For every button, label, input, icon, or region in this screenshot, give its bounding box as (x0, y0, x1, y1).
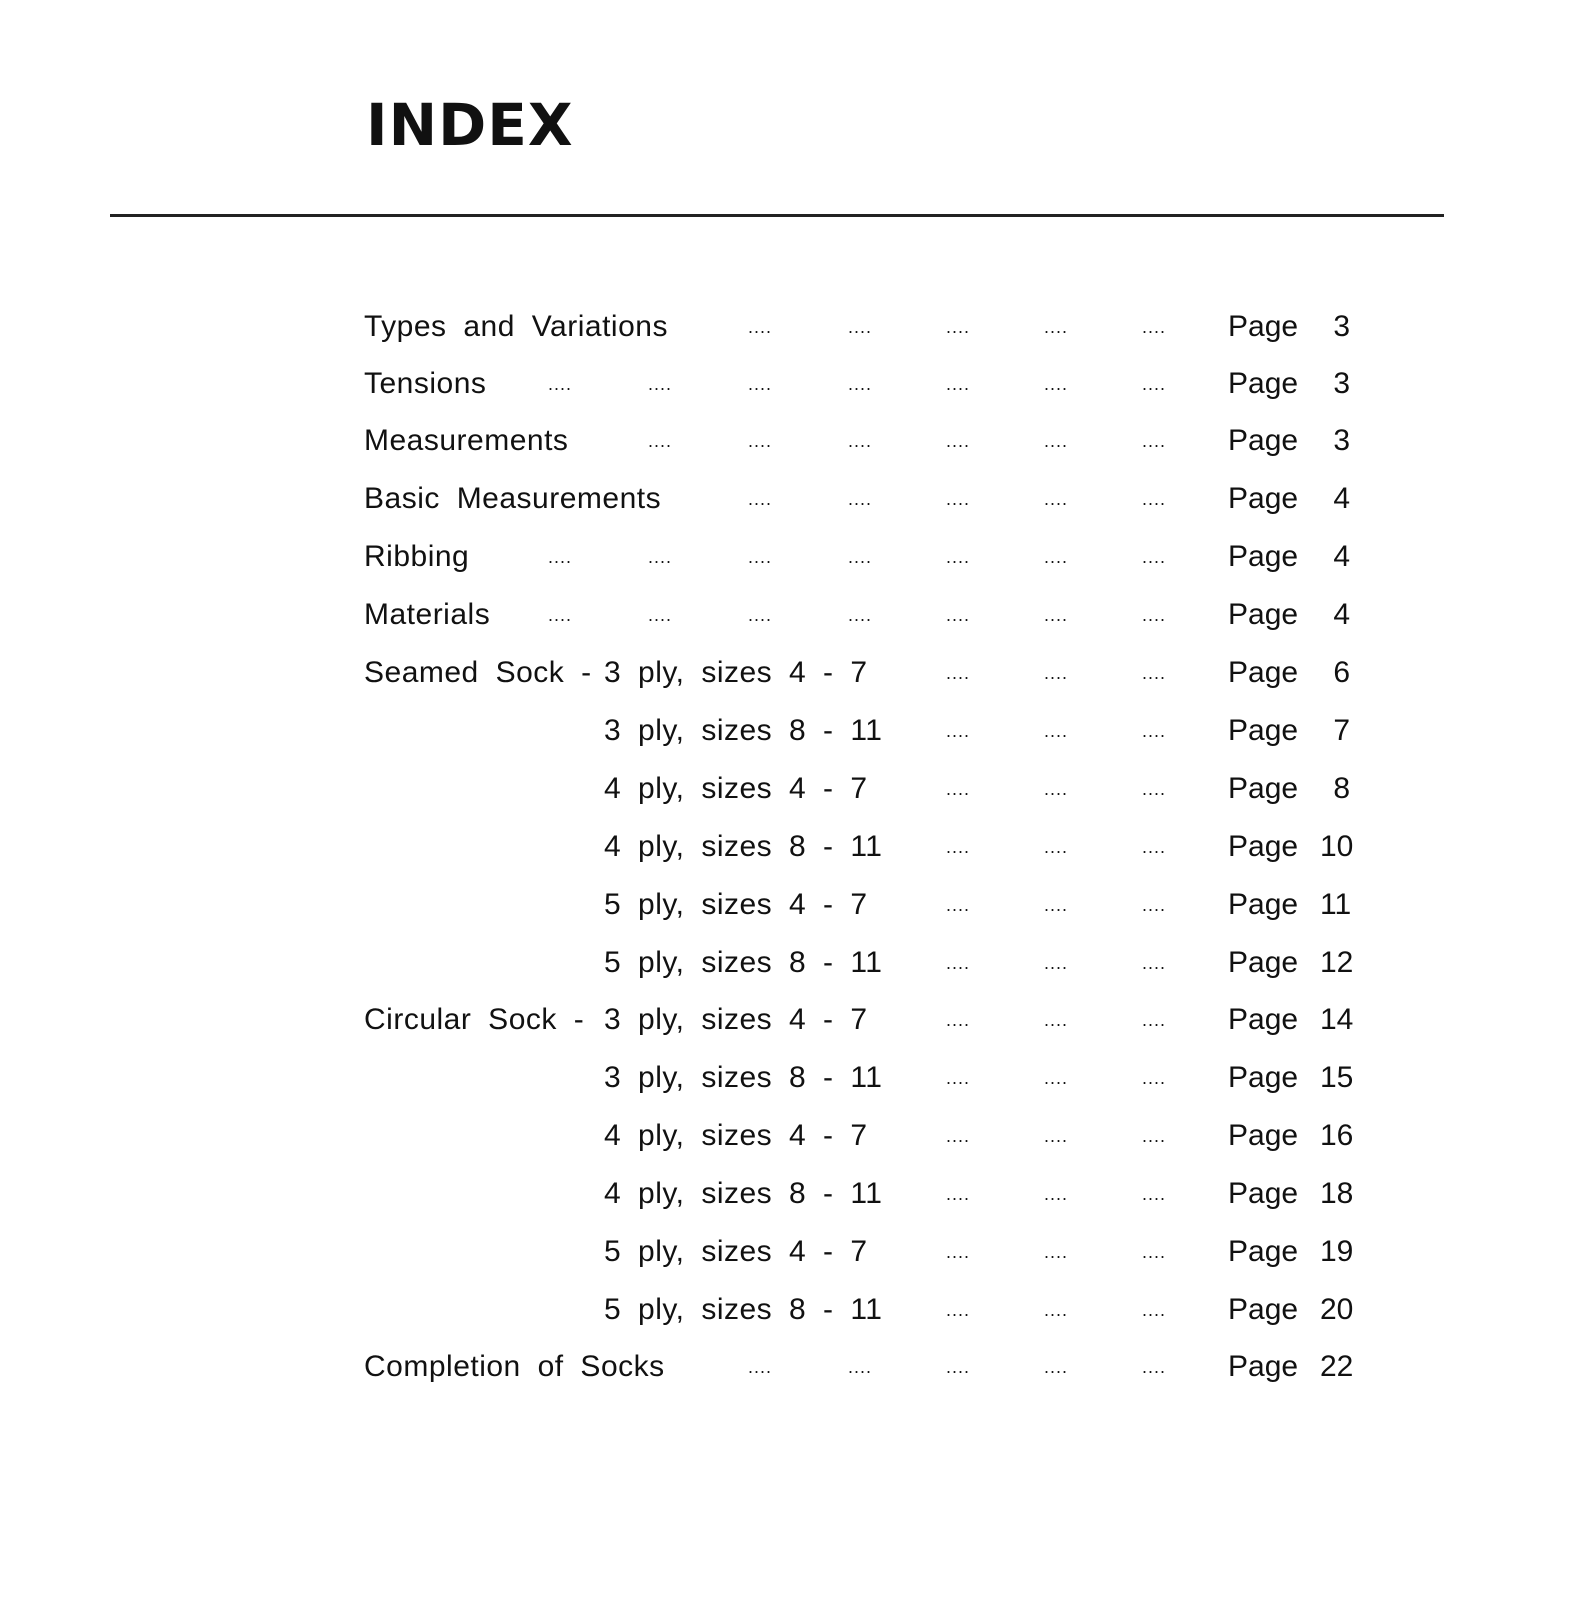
index-entry (0, 880, 1588, 930)
dot-leader: .... (748, 547, 773, 567)
dot-leader: .... (946, 374, 971, 394)
entry-title: Basic Measurements (364, 482, 662, 515)
entry-title: Circular Sock - (364, 1003, 585, 1036)
page-number: 6 (1333, 656, 1350, 689)
dot-leader: .... (648, 431, 673, 451)
dot-leader: .... (1044, 547, 1069, 567)
dot-leader: .... (1142, 1010, 1167, 1030)
dot-leader: .... (1044, 1242, 1069, 1262)
page-number: 19 (1320, 1235, 1354, 1268)
page-label: Page (1228, 598, 1299, 631)
dot-leader: .... (848, 1357, 873, 1377)
dot-leader: .... (1142, 547, 1167, 567)
dot-leader: .... (748, 1357, 773, 1377)
page-label: Page (1228, 482, 1299, 515)
index-entry (0, 995, 1588, 1045)
dot-leader: .... (848, 374, 873, 394)
page-label: Page (1228, 424, 1299, 457)
entry-subtitle: 3 ply, sizes 8 - 11 (604, 714, 883, 747)
dot-leader: .... (1044, 1300, 1069, 1320)
dot-leader: .... (1142, 1300, 1167, 1320)
index-entry (0, 532, 1588, 582)
dot-leader: .... (1142, 779, 1167, 799)
index-entry (0, 938, 1588, 988)
dot-leader: .... (848, 489, 873, 509)
entry-title: Seamed Sock - (364, 656, 592, 689)
entry-subtitle: 3 ply, sizes 8 - 11 (604, 1061, 883, 1094)
index-entry (0, 822, 1588, 872)
dot-leader: .... (748, 489, 773, 509)
entry-subtitle: 4 ply, sizes 8 - 11 (604, 830, 883, 863)
page-number: 4 (1333, 598, 1350, 631)
page-number: 8 (1333, 772, 1350, 805)
dot-leader: .... (1142, 431, 1167, 451)
index-entry (0, 474, 1588, 524)
page-number: 20 (1320, 1293, 1354, 1326)
index-entry (0, 1053, 1588, 1103)
entry-subtitle: 4 ply, sizes 4 - 7 (604, 1119, 868, 1152)
dot-leader: .... (548, 374, 573, 394)
page-label: Page (1228, 1350, 1299, 1383)
dot-leader: .... (1142, 374, 1167, 394)
page-label: Page (1228, 367, 1299, 400)
page-label: Page (1228, 888, 1299, 921)
dot-leader: .... (648, 605, 673, 625)
page-label: Page (1228, 830, 1299, 863)
dot-leader: .... (748, 431, 773, 451)
entry-subtitle: 5 ply, sizes 8 - 11 (604, 1293, 883, 1326)
index-entry (0, 764, 1588, 814)
page-label: Page (1228, 1293, 1299, 1326)
page-label: Page (1228, 656, 1299, 689)
entry-subtitle: 4 ply, sizes 4 - 7 (604, 772, 868, 805)
dot-leader: .... (848, 547, 873, 567)
page-label: Page (1228, 540, 1299, 573)
dot-leader: .... (1044, 953, 1069, 973)
dot-leader: .... (1142, 317, 1167, 337)
entry-title: Completion of Socks (364, 1350, 665, 1383)
entry-subtitle: 5 ply, sizes 4 - 7 (604, 888, 868, 921)
dot-leader: .... (1044, 431, 1069, 451)
page-number: 3 (1333, 424, 1350, 457)
entry-title: Materials (364, 598, 491, 631)
page-label: Page (1228, 1061, 1299, 1094)
index-entry (0, 416, 1588, 466)
dot-leader: .... (1142, 1184, 1167, 1204)
dot-leader: .... (848, 317, 873, 337)
dot-leader: .... (1044, 489, 1069, 509)
dot-leader: .... (946, 547, 971, 567)
entry-title: Ribbing (364, 540, 470, 573)
dot-leader: .... (946, 779, 971, 799)
page-number: 12 (1320, 946, 1354, 979)
dot-leader: .... (946, 1010, 971, 1030)
dot-leader: .... (1044, 1010, 1069, 1030)
index-entry (0, 1111, 1588, 1161)
dot-leader: .... (1142, 489, 1167, 509)
entry-subtitle: 3 ply, sizes 4 - 7 (604, 656, 868, 689)
dot-leader: .... (648, 547, 673, 567)
dot-leader: .... (1044, 663, 1069, 683)
dot-leader: .... (1044, 605, 1069, 625)
entry-subtitle: 5 ply, sizes 4 - 7 (604, 1235, 868, 1268)
dot-leader: .... (848, 431, 873, 451)
page-number: 4 (1333, 540, 1350, 573)
index-entry (0, 1342, 1588, 1392)
dot-leader: .... (946, 663, 971, 683)
dot-leader: .... (946, 605, 971, 625)
dot-leader: .... (946, 489, 971, 509)
dot-leader: .... (1044, 1184, 1069, 1204)
dot-leader: .... (748, 317, 773, 337)
page-label: Page (1228, 310, 1299, 343)
dot-leader: .... (1142, 1126, 1167, 1146)
entry-subtitle: 5 ply, sizes 8 - 11 (604, 946, 883, 979)
page-number: 4 (1333, 482, 1350, 515)
page-label: Page (1228, 1177, 1299, 1210)
entry-title: Types and Variations (364, 310, 668, 343)
page-number: 3 (1333, 310, 1350, 343)
dot-leader: .... (946, 1068, 971, 1088)
dot-leader: .... (1044, 374, 1069, 394)
dot-leader: .... (1142, 721, 1167, 741)
page-label: Page (1228, 946, 1299, 979)
dot-leader: .... (1142, 837, 1167, 857)
dot-leader: .... (946, 317, 971, 337)
dot-leader: .... (946, 837, 971, 857)
entry-title: Measurements (364, 424, 569, 457)
dot-leader: .... (1142, 895, 1167, 915)
dot-leader: .... (548, 605, 573, 625)
dot-leader: .... (946, 1242, 971, 1262)
index-entry (0, 302, 1588, 352)
index-entry (0, 590, 1588, 640)
dot-leader: .... (1142, 663, 1167, 683)
dot-leader: .... (748, 605, 773, 625)
dot-leader: .... (1142, 953, 1167, 973)
page-number: 18 (1320, 1177, 1354, 1210)
dot-leader: .... (748, 374, 773, 394)
page-number: 14 (1320, 1003, 1354, 1036)
page-label: Page (1228, 714, 1299, 747)
dot-leader: .... (946, 431, 971, 451)
dot-leader: .... (946, 1357, 971, 1377)
dot-leader: .... (946, 895, 971, 915)
dot-leader: .... (946, 1184, 971, 1204)
dot-leader: .... (848, 605, 873, 625)
dot-leader: .... (1044, 837, 1069, 857)
page-number: 11 (1320, 888, 1352, 921)
page-number: 3 (1333, 367, 1350, 400)
index-entry (0, 1169, 1588, 1219)
page-label: Page (1228, 1003, 1299, 1036)
index-entry (0, 359, 1588, 409)
entry-subtitle: 3 ply, sizes 4 - 7 (604, 1003, 868, 1036)
dot-leader: .... (1044, 1126, 1069, 1146)
dot-leader: .... (946, 721, 971, 741)
page-label: Page (1228, 772, 1299, 805)
page-number: 7 (1333, 714, 1350, 747)
page-number: 15 (1320, 1061, 1354, 1094)
dot-leader: .... (1044, 895, 1069, 915)
dot-leader: .... (946, 953, 971, 973)
dot-leader: .... (1044, 721, 1069, 741)
page-number: 22 (1320, 1350, 1354, 1383)
entry-title: Tensions (364, 367, 487, 400)
page-number: 10 (1320, 830, 1354, 863)
index-entry (0, 706, 1588, 756)
dot-leader: .... (1044, 1357, 1069, 1377)
dot-leader: .... (1044, 317, 1069, 337)
page-number: 16 (1320, 1119, 1354, 1152)
dot-leader: .... (1142, 1242, 1167, 1262)
entry-subtitle: 4 ply, sizes 8 - 11 (604, 1177, 883, 1210)
index-entry (0, 1285, 1588, 1335)
dot-leader: .... (946, 1126, 971, 1146)
dot-leader: .... (548, 547, 573, 567)
dot-leader: .... (648, 374, 673, 394)
index-title: INDEX (366, 91, 574, 159)
dot-leader: .... (1044, 779, 1069, 799)
index-entry (0, 648, 1588, 698)
dot-leader: .... (946, 1300, 971, 1320)
dot-leader: .... (1142, 1357, 1167, 1377)
dot-leader: .... (1044, 1068, 1069, 1088)
page-label: Page (1228, 1119, 1299, 1152)
page-label: Page (1228, 1235, 1299, 1268)
dot-leader: .... (1142, 605, 1167, 625)
index-entry (0, 1227, 1588, 1277)
dot-leader: .... (1142, 1068, 1167, 1088)
